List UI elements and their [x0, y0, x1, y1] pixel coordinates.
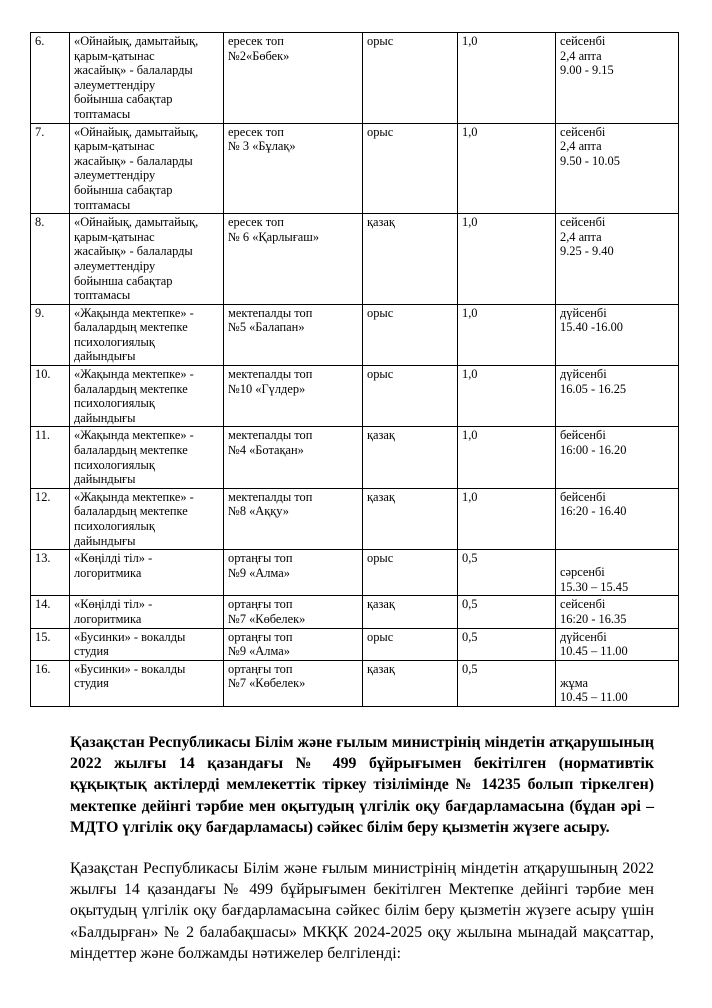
row-number-cell: 13.	[31, 550, 70, 596]
schedule-time-cell: сейсенбі 2,4 апта 9.25 - 9.40	[556, 214, 679, 305]
schedule-time-cell: жұма 10.45 – 11.00	[556, 660, 679, 706]
schedule-table	[30, 32, 679, 707]
table-row	[31, 628, 679, 660]
language-cell: қазақ	[363, 488, 458, 549]
body-paragraph: Қазақстан Республикасы Білім және ғылым министрінің міндетін атқарушының 2022 жылғы 14 қазандағы № 499 бұйрығымен бекітілген Мектепке дейінгі тәрбие мен оқытудың үлгілік оқу бағдарламасына сәйкес білім беру қызметін жүзеге асыру үшін «Балдырған» № 2 балабақшасы» МКҚК 2024-2025 оқу жылына мынадай мақсаттар, міндеттер және болжамды нәтижелер белгіленді:	[70, 860, 654, 962]
hours-cell: 1,0	[458, 33, 556, 124]
activity-name-cell: «Ойнайық, дамытайық, қарым-қатынас жасайық» - балаларды әлеуметтендіру бойынша сабақтар топтамасы	[70, 33, 224, 124]
language-cell: қазақ	[363, 214, 458, 305]
hours-cell: 0,5	[458, 660, 556, 706]
activity-name-cell: «Жақында мектепке» - балалардың мектепке психологиялық дайындығы	[70, 366, 224, 427]
activity-name-cell: «Көңілді тіл» - логоритмика	[70, 550, 224, 596]
language-cell: орыс	[363, 366, 458, 427]
activity-name-cell: «Ойнайық, дамытайық, қарым-қатынас жасайық» - балаларды әлеуметтендіру бойынша сабақтар топтамасы	[70, 214, 224, 305]
group-cell: ортаңғы топ №9 «Алма»	[224, 628, 363, 660]
schedule-time-cell: сейсенбі 2,4 апта 9.50 - 10.05	[556, 123, 679, 214]
group-cell: мектепалды топ №5 «Балапан»	[224, 304, 363, 365]
group-cell: мектепалды топ №8 «Аққу»	[224, 488, 363, 549]
group-cell: ортаңғы топ №7 «Көбелек»	[224, 596, 363, 628]
language-cell: қазақ	[363, 596, 458, 628]
row-number-cell: 6.	[31, 33, 70, 124]
group-cell: мектепалды топ №4 «Ботақан»	[224, 427, 363, 488]
row-number-cell: 14.	[31, 596, 70, 628]
language-cell: орыс	[363, 628, 458, 660]
language-cell: орыс	[363, 123, 458, 214]
row-number-cell: 11.	[31, 427, 70, 488]
group-cell: мектепалды топ №10 «Гүлдер»	[224, 366, 363, 427]
hours-cell: 0,5	[458, 596, 556, 628]
row-number-cell: 10.	[31, 366, 70, 427]
hours-cell: 1,0	[458, 366, 556, 427]
group-cell: ересек топ №2«Бөбек»	[224, 33, 363, 124]
schedule-time-cell: бейсенбі 16:20 - 16.40	[556, 488, 679, 549]
table-row	[31, 214, 679, 305]
hours-cell: 1,0	[458, 304, 556, 365]
schedule-time-cell: сәрсенбі 15.30 – 15.45	[556, 550, 679, 596]
schedule-time-cell: бейсенбі 16:00 - 16.20	[556, 427, 679, 488]
language-cell: қазақ	[363, 660, 458, 706]
row-number-cell: 8.	[31, 214, 70, 305]
activity-name-cell: «Көңілді тіл» - логоритмика	[70, 596, 224, 628]
section-heading: Қазақстан Республикасы Білім және ғылым министрінің міндетін атқарушының 2022 жылғы 14 қазандағы № 499 бұйрығымен бекітілген (нормативтік құқықтық актілерді мемлекеттік тіркеу тізілімінде № 14235 болып тіркелген) мектепке дейінгі тәрбие мен оқытудың үлгілік оқу бағдарламасына (бұдан әрі – МДТО үлгілік оқу бағдарламасы) сәйкес білім беру қызметін жүзеге асыру.	[70, 734, 654, 836]
language-cell: орыс	[363, 33, 458, 124]
group-cell: ересек топ № 3 «Бұлақ»	[224, 123, 363, 214]
schedule-time-cell: дүйсенбі 10.45 – 11.00	[556, 628, 679, 660]
activity-name-cell: «Бусинки» - вокалды студия	[70, 628, 224, 660]
hours-cell: 1,0	[458, 427, 556, 488]
schedule-time-cell: дүйсенбі 15.40 -16.00	[556, 304, 679, 365]
activity-name-cell: «Жақында мектепке» - балалардың мектепке психологиялық дайындығы	[70, 304, 224, 365]
table-row	[31, 660, 679, 706]
table-row	[31, 488, 679, 549]
group-cell: ортаңғы топ №7 «Көбелек»	[224, 660, 363, 706]
table-row	[31, 33, 679, 124]
row-number-cell: 12.	[31, 488, 70, 549]
table-row	[31, 304, 679, 365]
group-cell: ортаңғы топ №9 «Алма»	[224, 550, 363, 596]
schedule-time-cell: сейсенбі 16:20 - 16.35	[556, 596, 679, 628]
row-number-cell: 16.	[31, 660, 70, 706]
schedule-time-cell: сейсенбі 2,4 апта 9.00 - 9.15	[556, 33, 679, 124]
activity-name-cell: «Жақында мектепке» - балалардың мектепке психологиялық дайындығы	[70, 488, 224, 549]
row-number-cell: 15.	[31, 628, 70, 660]
hours-cell: 1,0	[458, 123, 556, 214]
hours-cell: 1,0	[458, 214, 556, 305]
hours-cell: 0,5	[458, 628, 556, 660]
hours-cell: 0,5	[458, 550, 556, 596]
table-row	[31, 123, 679, 214]
schedule-table-body	[31, 33, 679, 707]
activity-name-cell: «Ойнайық, дамытайық, қарым-қатынас жасайық» - балаларды әлеуметтендіру бойынша сабақтар топтамасы	[70, 123, 224, 214]
language-cell: орыс	[363, 304, 458, 365]
table-row	[31, 366, 679, 427]
table-row	[31, 550, 679, 596]
language-cell: қазақ	[363, 427, 458, 488]
activity-name-cell: «Бусинки» - вокалды студия	[70, 660, 224, 706]
language-cell: орыс	[363, 550, 458, 596]
hours-cell: 1,0	[458, 488, 556, 549]
row-number-cell: 9.	[31, 304, 70, 365]
row-number-cell: 7.	[31, 123, 70, 214]
group-cell: ересек топ № 6 «Қарлығаш»	[224, 214, 363, 305]
table-row	[31, 596, 679, 628]
schedule-time-cell: дүйсенбі 16.05 - 16.25	[556, 366, 679, 427]
table-row	[31, 427, 679, 488]
activity-name-cell: «Жақында мектепке» - балалардың мектепке психологиялық дайындығы	[70, 427, 224, 488]
